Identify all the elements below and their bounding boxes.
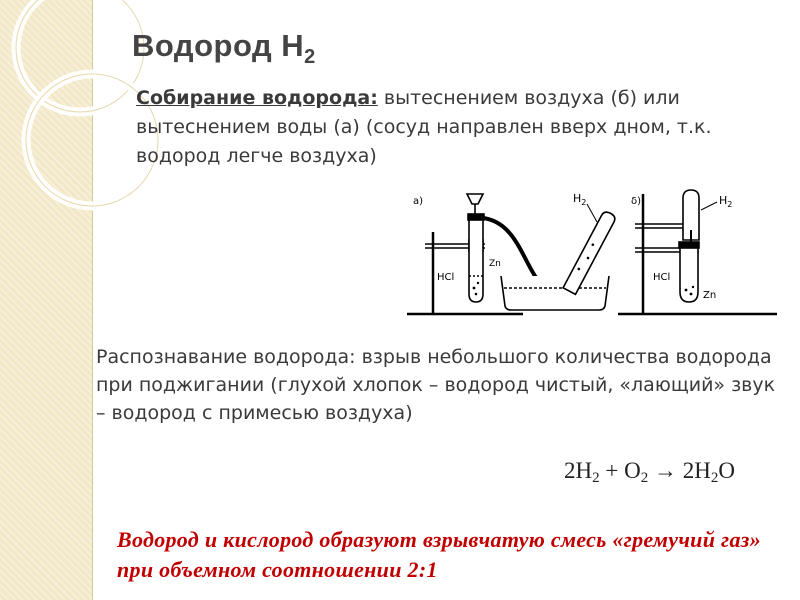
zn-label-b: Zn (703, 290, 717, 301)
eq-sub-2: 2 (640, 470, 649, 486)
slide-title (132, 28, 316, 69)
eq-part-4: O (718, 458, 735, 483)
label-b: δ) (631, 196, 642, 207)
side-panel-border (92, 0, 93, 600)
h2-label-b: $H_2$ (719, 194, 733, 209)
collection-paragraph (136, 84, 776, 171)
eq-sub-3: 2 (710, 470, 719, 486)
reaction-equation (564, 458, 735, 487)
hydrogen-collection-diagram (403, 184, 781, 320)
apparatus-a (407, 192, 617, 314)
side-decor-panel (0, 0, 92, 600)
collection-lead: Собирание водорода: (136, 87, 378, 109)
eq-sub-1: 2 (592, 470, 600, 486)
title-text: Водород Н (132, 28, 305, 63)
eq-part-2: + O (599, 458, 641, 483)
zn-label-a: Zn (489, 259, 501, 269)
warning-paragraph: Водород и кислород образуют взрывчатую смесь «гремучий газ» при объемном соотношении 2:1 (117, 527, 761, 582)
label-a: а) (413, 196, 424, 207)
hcl-label-a: HCl (437, 272, 455, 283)
apparatus-b (618, 190, 777, 314)
eq-part-3: → 2H (648, 458, 711, 483)
reaction-tube-b (680, 242, 698, 302)
eq-part-1: 2H (564, 458, 593, 483)
hcl-label-b: HCl (653, 272, 671, 283)
detection-paragraph: Распознавание водорода: взрыв небольшого количества водорода при поджигании (глухой хлопок – водород чистый, «лающий» звук – водород с примесью воздуха) (96, 346, 776, 424)
title-subscript: 2 (304, 46, 316, 68)
h2-label-a: $H_2$ (573, 192, 587, 207)
collection-text: вытеснением воздуха (б) или вытеснением воды (а) (сосуд направлен вверх дном, т.к. водород легче воздуха) (136, 87, 712, 167)
funnel-a (467, 194, 483, 204)
stopper-b (679, 242, 699, 248)
water-bath (501, 276, 609, 310)
stopper-a (468, 214, 484, 220)
test-tube-a (469, 214, 483, 302)
